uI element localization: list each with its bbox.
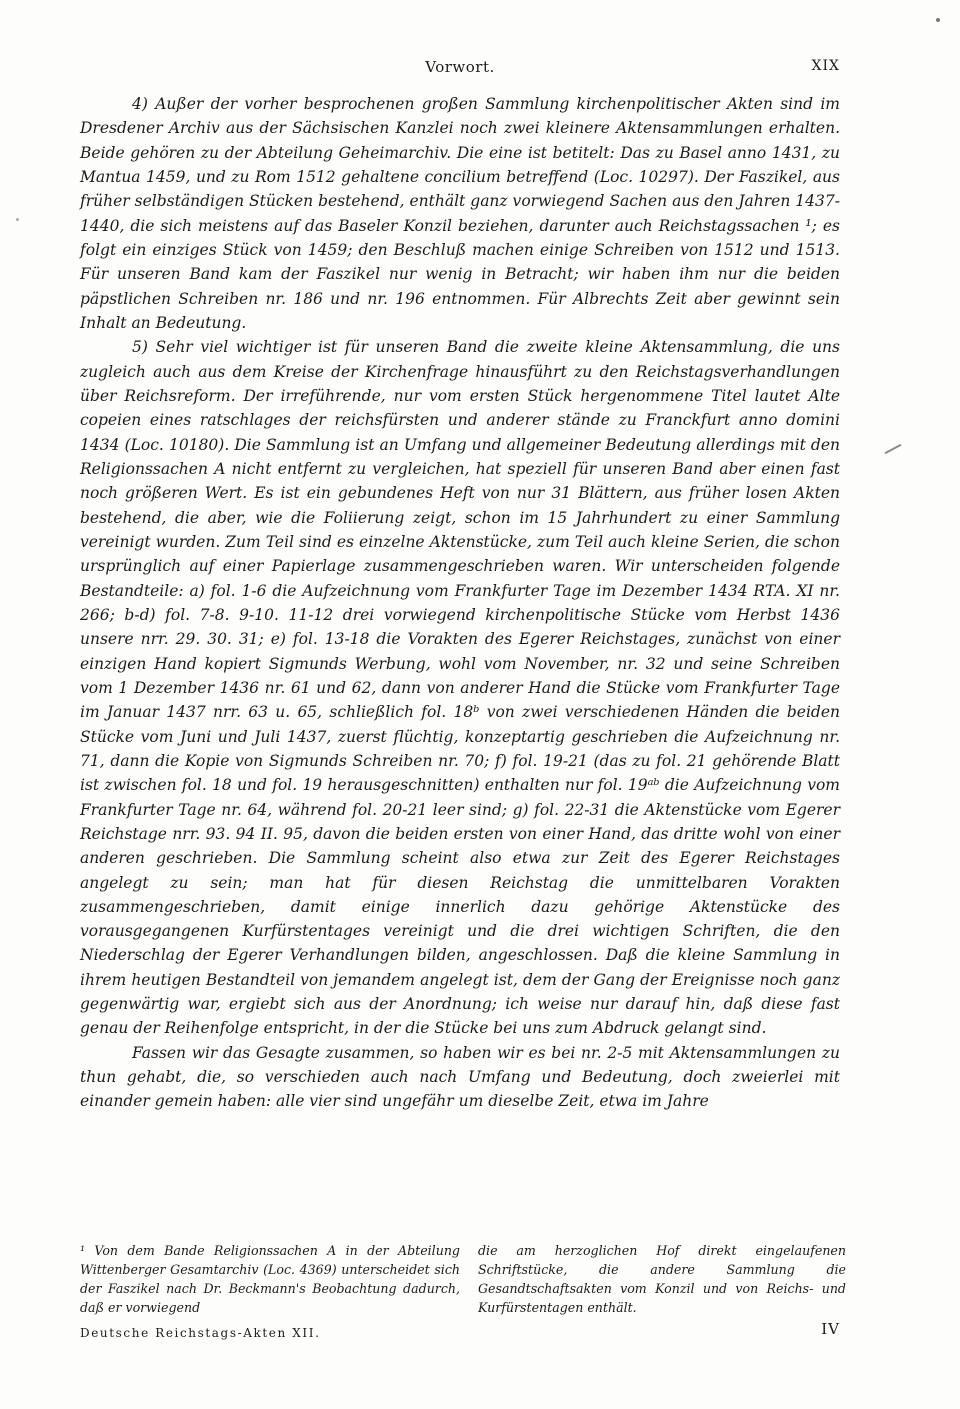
margin-pencil-mark: [885, 444, 902, 454]
body-text: [80, 92, 840, 1114]
signature-text: Deutsche Reichstags-Akten XII.: [80, 1326, 321, 1340]
paragraph-5: 5) Sehr viel wichtiger ist für unseren Band die zweite kleine Aktensammlung, die uns zugleich auch aus dem Kreise der Kirchenfrage hinausführt zu den Reichstagsverhandlungen über Reichsreform. Der irreführende, nur vom ersten Stück hergenommene Titel lautet Alte copeien eines ratschlages der reichsfürsten und anderer stände zu Franckfurt anno domini 1434 (Loc. 10180). Die Sammlung ist an Umfang und allgemeiner Bedeutung allerdings mit den Religionssachen A nicht entfernt zu vergleichen, hat speziell für unseren Band aber einen fast noch größeren Wert. Es ist ein gebundenes Heft von nur 31 Blättern, aus früher losen Akten bestehend, die aber, wie die Foliierung zeigt, schon im 15 Jahrhundert zu einer Sammlung vereinigt wurden. Zum Teil sind es einzelne Aktenstücke, zum Teil auch kleine Serien, die schon ursprünglich auf einer Papierlage zusammengeschrieben waren. Wir unterscheiden folgende Bestandteile: a) fol. 1-6 die Aufzeichnung vom Frankfurter Tage im Dezember 1434 RTA. XI nr. 266; b-d) fol. 7-8. 9-10. 11-12 drei vorwiegend kirchenpolitische Stücke vom Herbst 1436 unsere nrr. 29. 30. 31; e) fol. 13-18 die Vorakten des Egerer Reichstages, zunächst von einer einzigen Hand kopiert Sigmunds Werbung, wohl vom November, nr. 32 und seine Schreiben vom 1 Dezember 1436 nr. 61 und 62, dann von anderer Hand die Stücke vom Frankfurter Tage im Januar 1437 nrr. 63 u. 65, schließlich fol. 18ᵇ von zwei verschiedenen Händen die beiden Stücke vom Juni und Juli 1437, zuerst flüchtig, konzeptartig geschrieben die Aufzeichnung nr. 71, dann die Kopie von Sigmunds Schreiben nr. 70; f) fol. 19-21 (das zu fol. 21 gehörende Blatt ist zwischen fol. 18 und fol. 19 herausgeschnitten) enthalten nur fol. 19ᵃᵇ die Aufzeichnung vom Frankfurter Tage nr. 64, während fol. 20-21 leer sind; g) fol. 22-31 die Aktenstücke vom Egerer Reichstage nrr. 93. 94 II. 95, davon die beiden ersten von einer Hand, das dritte wohl von einer anderen geschrieben. Die Sammlung scheint also etwa zur Zeit des Egerer Reichstages angelegt zu sein; man hat für diesen Reichstag die unmittelbaren Vorakten zusammengeschrieben, damit einige innerlich dazu gehörige Aktenstücke des vorausgegangenen Kurfürstentages vereinigt und die drei wichtigen Schriften, die den Niederschlag der Egerer Verhandlungen bilden, angeschlossen. Daß die kleine Sammlung in ihrem heutigen Bestandteil von jemandem angelegt ist, dem der Gang der Ereignisse noch ganz gegenwärtig war, ergiebt sich aus der Anordnung; ich weise nur darauf hin, daß diese fast genau der Reihenfolge entspricht, in der die Stücke bei uns zum Abdruck gelangt sind.: [80, 338, 840, 1038]
margin-speck: [16, 218, 19, 221]
paragraph-summary: Fassen wir das Gesagte zusammen, so haben wir es bei nr. 2-5 mit Aktensammlungen zu thun gehabt, die, so verschieden auch nach Umfang und Bedeutung, doch zweierlei mit einander gemein haben: alle vier sind ungefähr um dieselbe Zeit, etwa im Jahre: [80, 1043, 840, 1111]
sheet-mark: IV: [821, 1320, 840, 1338]
signature-line: [80, 1320, 840, 1348]
paragraph-4: 4) Außer der vorher besprochenen großen Sammlung kirchenpolitischer Akten sind im Dresdener Archiv aus der Sächsischen Kanzlei noch zwei kleinere Aktensammlungen erhalten. Beide gehören zu der Abteilung Geheimarchiv. Die eine ist betitelt: Das zu Basel anno 1431, zu Mantua 1459, und zu Rom 1512 gehaltene concilium betreffend (Loc. 10297). Der Faszikel, aus früher selbständigen Stücken bestehend, enthält ganz vorwiegend Sachen aus den Jahren 1437-1440, die sich meistens auf das Baseler Konzil beziehen, darunter auch Reichstagssachen ¹; es folgt ein einziges Stück von 1459; den Beschluß machen einige Schreiben von 1512 und 1513. Für unseren Band kam der Faszikel nur wenig in Betracht; wir haben ihm nur die beiden päpstlichen Schreiben nr. 186 und nr. 196 entnommen. Für Albrechts Zeit aber gewinnt sein Inhalt an Bedeutung.: [80, 95, 840, 332]
ink-speck: [936, 18, 940, 22]
footnotes: [80, 1241, 846, 1321]
footnote-right-column: die am herzoglichen Hof direkt eingelaufenen Schriftstücke, die andere Sammlung die Gesandtschaftsakten vom Konzil und von Reichs- und Kurfürstentagen enthält.: [478, 1243, 846, 1315]
running-head: [80, 58, 840, 82]
page-number: XIX: [811, 58, 840, 74]
footnote-left-column: ¹ Von dem Bande Religionssachen A in der Abteilung Wittenberger Gesamtarchiv (Loc. 4369) unterscheidet sich der Faszikel nach Dr. Beckmann's Beobachtung dadurch, daß er vorwiegend: [80, 1243, 460, 1315]
running-head-title: Vorwort.: [425, 58, 495, 76]
